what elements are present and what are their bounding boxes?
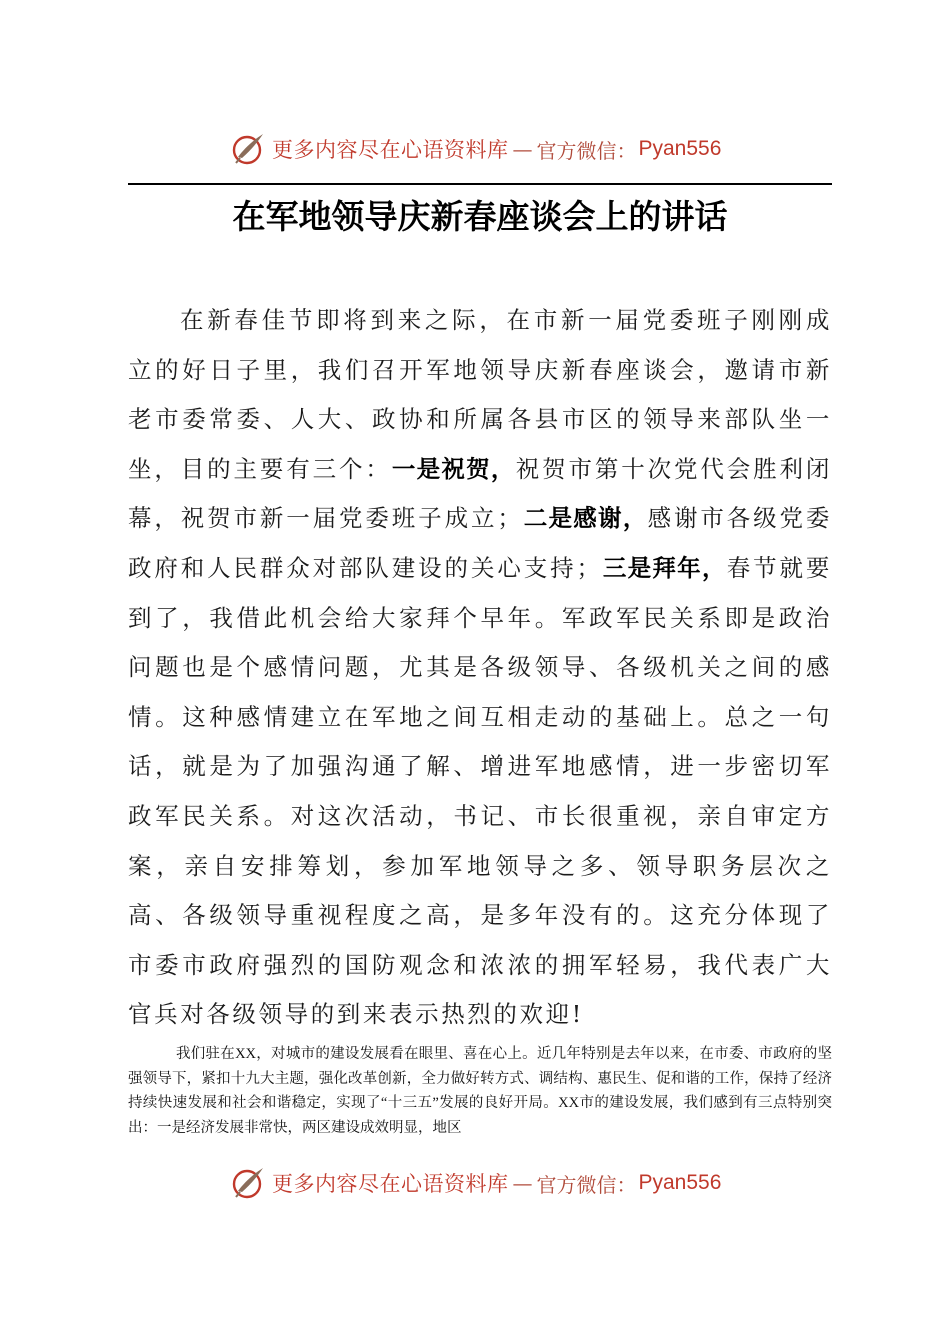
banner-separator: — xyxy=(512,1171,533,1195)
bold-point-new-year: 三是拜年， xyxy=(602,553,727,582)
paragraph-text: 春节就要到了，我借此机会给大家拜个早年。军政军民关系即是政治问题也是个感情问题，尤其是各级领导、各级机关之间的感情。这种感情建立在军地之间互相走动的基础上。总之一句话，就是为了加强沟通了解、增进军地感情，进一步密切军政军民关系。对这次活动，书记、市长很重视，亲自审定方案，亲自安排筹划，参加军地领导之多、领导职务层次之高、各级领导重视程度之高，是多年没有的。这充分体现了市委市政府强烈的国防观念和浓浓的拥军轻易，我代表广大官兵对各级领导的到来表示热烈的欢迎! xyxy=(128,553,832,1029)
banner-wechat-label: 官方微信： xyxy=(536,1172,637,1197)
bold-point-congratulate: 一是祝贺， xyxy=(391,454,516,483)
paragraph-text: 祝贺市第十次党代会胜利闭幕，祝贺市新一届党委班子成立； xyxy=(128,454,833,533)
speech-paragraph-1 xyxy=(128,296,832,1040)
bold-point-thanks: 二是感谢， xyxy=(523,504,648,533)
header-divider xyxy=(128,183,832,185)
banner-wechat-id: Pyan556 xyxy=(638,137,722,160)
paragraph-text: 在新春佳节即将到来之际，在市新一届党委班子刚刚成立的好日子里，我们召开军地领导庆新春座谈会，邀请市新老市委常委、人大、政协和所属各县市区的领导来部队坐一坐，目的主要有三个： xyxy=(128,306,832,483)
quill-logo-icon xyxy=(230,1165,266,1201)
header-watermark-banner xyxy=(230,129,721,169)
banner-slogan: 更多内容尽在心语资料库 xyxy=(272,1172,509,1196)
banner-slogan: 更多内容尽在心语资料库 xyxy=(272,138,509,162)
banner-wechat-id: Pyan556 xyxy=(638,1171,722,1194)
banner-separator: — xyxy=(512,137,533,161)
document-title: 在军地领导庆新春座谈会上的讲话 xyxy=(232,197,728,236)
footer-watermark-banner xyxy=(230,1163,721,1203)
banner-wechat-label: 官方微信： xyxy=(536,138,637,163)
paragraph-text: 感谢市各级党委政府和人民群众对部队建设的关心支持； xyxy=(128,504,833,582)
quill-logo-icon xyxy=(230,131,266,167)
speech-paragraph-2: 我们驻在XX，对城市的建设发展看在眼里、喜在心上。近几年特别是去年以来，在市委、市政府的坚强领导下，紧扣十九大主题，强化改革创新，全力做好转方式、调结构、惠民生、促和谐的工作，保持了经济持续快速发展和社会和谐稳定，实现了“十三五”发展的良好开局。XX市的建设发展，我们感到有三点特别突出：一是经济发展非常快，两区建设成效明显，地区 xyxy=(128,1046,832,1136)
